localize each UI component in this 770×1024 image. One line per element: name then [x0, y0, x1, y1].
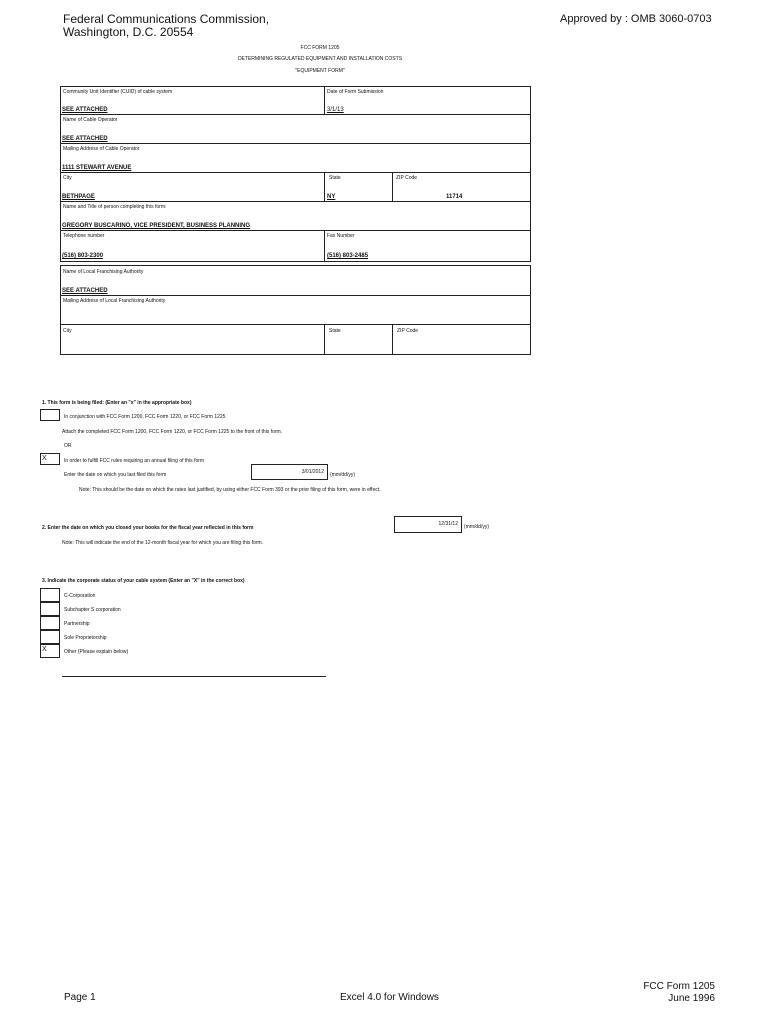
q3-option-checkbox[interactable]	[40, 602, 60, 616]
q1-option-b-checkbox[interactable]: X	[40, 453, 60, 465]
divider	[324, 324, 325, 355]
footer-form-date: June 1996	[668, 993, 715, 1004]
q1-note: Note: This should be the date on which the rates last justified, by using either FCC Form 393 or the prior filing of this form, were in effect.	[79, 487, 381, 493]
lfa-zip-label: ZIP Code	[397, 328, 419, 334]
divider	[60, 230, 531, 231]
divider	[60, 295, 531, 296]
fax-label: Fax Number	[327, 233, 355, 239]
q3-option-checkbox[interactable]	[40, 630, 60, 644]
q3-option-checkbox[interactable]	[40, 616, 60, 630]
q3-explanation-line[interactable]	[62, 676, 326, 677]
lfa-name-label: Name of Local Franchising Authority	[63, 269, 144, 275]
divider	[324, 86, 325, 114]
omb-approval: Approved by : OMB 3060-0703	[560, 13, 712, 25]
q1-option-b-label: In order to fulfill FCC rules requiring an annual filing of this form	[64, 458, 205, 464]
form-title: DETERMINING REGULATED EQUIPMENT AND INSTALLATION COSTS	[237, 56, 403, 62]
submission-date-value[interactable]: 3/1/13	[327, 107, 344, 113]
software-note: Excel 4.0 for Windows	[340, 992, 439, 1003]
q1-or: OR	[64, 443, 72, 449]
q3-option-label: Subchapter S corporation	[64, 607, 121, 613]
q3-option-checkbox[interactable]: X	[40, 644, 60, 658]
mailing-address-value[interactable]: 1111 STEWART AVENUE	[62, 165, 132, 171]
q2-prompt: 2. Enter the date on which you closed your books for the fiscal year reflected in this form	[42, 525, 254, 531]
lfa-state-label: State	[329, 328, 341, 334]
q1-prompt: 1. This form is being filed: (Enter an "x" in the appropriate box)	[42, 400, 192, 406]
agency-name: Federal Communications Commission,	[63, 12, 270, 26]
mailing-address-label: Mailing Address of Cable Operator	[63, 146, 140, 152]
agency-address: Washington, D.C. 20554	[63, 25, 194, 39]
q2-date-format: (mm/dd/yy)	[464, 524, 489, 530]
divider	[60, 114, 531, 115]
q1-option-a-label: In conjunction with FCC Form 1200, FCC Form 1220, or FCC Form 1225	[64, 414, 226, 420]
phone-value[interactable]: (516) 803-2300	[62, 253, 104, 259]
operator-info-box	[60, 86, 531, 262]
q1-date-prompt: Enter the date on which you last filed this form	[64, 472, 167, 478]
divider	[392, 324, 393, 355]
state-value[interactable]: NY	[327, 194, 336, 200]
cuid-label: Community Unit Identifier (CUID) of cable system	[63, 89, 173, 95]
divider	[60, 172, 531, 173]
form-subtitle: "EQUIPMENT FORM"	[295, 68, 345, 74]
submission-date-label: Date of Form Submission	[327, 89, 384, 95]
lfa-info-box	[60, 265, 531, 355]
page-number: Page 1	[64, 992, 96, 1003]
divider	[60, 201, 531, 202]
fax-value[interactable]: (516) 803-2485	[327, 253, 369, 259]
lfa-mailing-label: Mailing Address of Local Franchising Authority	[63, 298, 166, 304]
q3-prompt: 3. Indicate the corporate status of your cable system (Enter an "X" in the correct box)	[42, 578, 245, 584]
q3-option-label: Partnership	[64, 621, 90, 627]
divider	[60, 324, 531, 325]
divider	[60, 143, 531, 144]
person-label: Name and Title of person completing this form:	[63, 204, 167, 210]
operator-name-value[interactable]: SEE ATTACHED	[62, 136, 108, 142]
zip-value[interactable]: 11714	[446, 194, 463, 200]
city-value[interactable]: BETHPAGE	[62, 194, 95, 200]
q3-option-checkbox[interactable]	[40, 588, 60, 602]
q1-last-filed-date-field[interactable]: 3/01/2012	[251, 464, 328, 480]
lfa-name-value[interactable]: SEE ATTACHED	[62, 288, 108, 294]
cuid-value[interactable]: SEE ATTACHED	[62, 107, 108, 113]
form-number: FCC FORM 1205	[300, 45, 340, 51]
divider	[324, 230, 325, 262]
lfa-city-label: City	[63, 328, 72, 334]
operator-name-label: Name of Cable Operator	[63, 117, 118, 123]
city-label: City	[63, 175, 72, 181]
divider	[324, 172, 325, 201]
person-value[interactable]: GREGORY BUSCARINO, VICE PRESIDENT, BUSINESS PLANNING	[62, 223, 251, 229]
q2-fiscal-close-date-field[interactable]: 12/31/12	[394, 516, 462, 533]
divider	[392, 172, 393, 201]
q3-option-label: C-Corporation	[64, 593, 96, 599]
footer-form-number: FCC Form 1205	[643, 981, 715, 992]
zip-label: ZIP Code	[396, 175, 418, 181]
q3-option-label: Other (Please explain below)	[64, 649, 129, 655]
state-label: State	[329, 175, 341, 181]
q1-date-format: (mm/dd/yy)	[330, 472, 355, 478]
q1-option-a-checkbox[interactable]	[40, 409, 60, 421]
q2-note: Note: This will indicate the end of the 12-month fiscal year for which you are filing this form.	[62, 540, 264, 546]
q3-option-label: Sole Proprietorship	[64, 635, 107, 641]
phone-label: Telephone number	[63, 233, 105, 239]
q1-option-a-note: Attach the completed FCC Form 1200, FCC Form 1220, or FCC Form 1225 to the front of this form.	[62, 429, 283, 435]
